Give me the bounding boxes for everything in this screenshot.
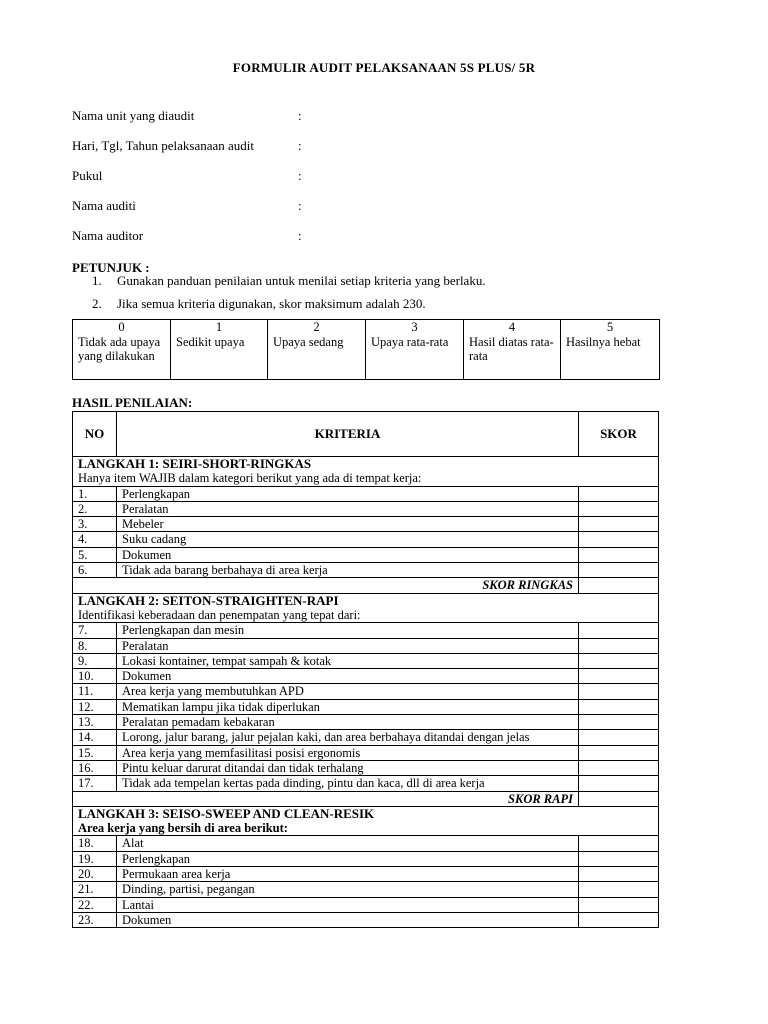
header-kriteria: KRITERIA xyxy=(117,412,579,457)
table-row xyxy=(73,547,659,562)
table-row xyxy=(73,897,659,912)
criteria-no: 17. xyxy=(73,776,117,791)
scale-label: Hasilnya hebat xyxy=(566,334,641,349)
criteria-text: Perlengkapan xyxy=(117,486,579,501)
criteria-score-cell[interactable] xyxy=(579,563,659,578)
criteria-score-cell[interactable] xyxy=(579,760,659,775)
table-row xyxy=(73,912,659,927)
table-row xyxy=(73,867,659,882)
criteria-text: Area kerja yang memfasilitasi posisi ergonomis xyxy=(117,745,579,760)
step-section-row xyxy=(73,806,659,836)
table-row xyxy=(73,684,659,699)
criteria-score-cell[interactable] xyxy=(579,638,659,653)
criteria-text: Lantai xyxy=(117,897,579,912)
step-subtitle: Area kerja yang bersih di area berikut: xyxy=(78,821,288,836)
table-row xyxy=(73,623,659,638)
criteria-no: 16. xyxy=(73,760,117,775)
criteria-header-row xyxy=(73,412,659,457)
skor-subtotal-label: SKOR RINGKAS xyxy=(73,578,579,593)
criteria-no: 6. xyxy=(73,563,117,578)
criteria-text: Mematikan lampu jika tidak diperlukan xyxy=(117,699,579,714)
skor-subtotal-row xyxy=(73,791,659,806)
step-section-row xyxy=(73,593,659,623)
scale-label: Hasil diatas rata-rata xyxy=(469,334,554,363)
criteria-no: 3. xyxy=(73,517,117,532)
scale-number: 4 xyxy=(508,320,516,334)
criteria-text: Pintu keluar darurat ditandai dan tidak terhalang xyxy=(117,760,579,775)
table-row xyxy=(73,760,659,775)
table-row xyxy=(73,669,659,684)
scale-cell-1 xyxy=(171,320,268,380)
step-section-cell xyxy=(73,593,659,623)
field-unit-colon: : xyxy=(298,108,302,123)
step-title: LANGKAH 2: SEITON-STRAIGHTEN-RAPI xyxy=(78,592,339,608)
scale-cell-3 xyxy=(366,320,464,380)
criteria-no: 8. xyxy=(73,638,117,653)
criteria-score-cell[interactable] xyxy=(579,882,659,897)
criteria-score-cell[interactable] xyxy=(579,501,659,516)
criteria-no: 13. xyxy=(73,715,117,730)
criteria-score-cell[interactable] xyxy=(579,745,659,760)
criteria-text: Dokumen xyxy=(117,669,579,684)
table-row xyxy=(73,745,659,760)
criteria-score-cell[interactable] xyxy=(579,836,659,851)
criteria-score-cell[interactable] xyxy=(579,684,659,699)
field-auditor-label: Nama auditor xyxy=(72,228,144,243)
criteria-score-cell[interactable] xyxy=(579,776,659,791)
scale-label: Tidak ada upaya yang dilakukan xyxy=(78,334,161,363)
skor-subtotal-label: SKOR RAPI xyxy=(73,791,579,806)
criteria-score-cell[interactable] xyxy=(579,730,659,745)
scale-number: 3 xyxy=(411,320,418,334)
table-row xyxy=(73,836,659,851)
criteria-score-cell[interactable] xyxy=(579,517,659,532)
criteria-table xyxy=(72,411,659,928)
skor-subtotal-cell[interactable] xyxy=(579,578,659,593)
criteria-no: 7. xyxy=(73,623,117,638)
criteria-text: Permukaan area kerja xyxy=(117,867,579,882)
table-row xyxy=(73,776,659,791)
criteria-text: Dokumen xyxy=(117,547,579,562)
step-section-cell xyxy=(73,806,659,836)
criteria-score-cell[interactable] xyxy=(579,547,659,562)
criteria-text: Lorong, jalur barang, jalur pejalan kaki, dan area berbahaya ditandai dengan jelas xyxy=(117,730,579,745)
step-title: LANGKAH 1: SEIRI-SHORT-RINGKAS xyxy=(78,456,312,471)
petunjuk-item-num: 1. xyxy=(92,273,102,288)
criteria-text: Mebeler xyxy=(117,517,579,532)
step-section-row xyxy=(73,457,659,487)
field-date-colon: : xyxy=(298,138,302,153)
petunjuk-item-text: Jika semua kriteria digunakan, skor maksimum adalah 230. xyxy=(117,296,426,311)
criteria-text: Perlengkapan xyxy=(117,851,579,866)
header-no: NO xyxy=(73,412,117,457)
petunjuk-title: PETUNJUK : xyxy=(72,260,150,275)
criteria-score-cell[interactable] xyxy=(579,486,659,501)
scale-number: 1 xyxy=(215,320,223,334)
field-auditee-colon: : xyxy=(298,198,302,213)
criteria-no: 1. xyxy=(73,486,117,501)
criteria-no: 23. xyxy=(73,912,117,927)
criteria-score-cell[interactable] xyxy=(579,897,659,912)
criteria-score-cell[interactable] xyxy=(579,851,659,866)
criteria-score-cell[interactable] xyxy=(579,532,659,547)
skor-subtotal-cell[interactable] xyxy=(579,791,659,806)
criteria-score-cell[interactable] xyxy=(579,623,659,638)
scale-cell-5 xyxy=(561,320,660,380)
scale-cell-2 xyxy=(268,320,366,380)
form-title: FORMULIR AUDIT PELAKSANAAN 5S PLUS/ 5R xyxy=(232,60,536,75)
header-skor: SKOR xyxy=(579,412,659,457)
field-auditor-colon: : xyxy=(298,228,302,243)
criteria-text: Dinding, partisi, pegangan xyxy=(117,882,579,897)
step-subtitle: Identifikasi keberadaan dan penempatan yang tepat dari: xyxy=(78,607,361,622)
criteria-text: Area kerja yang membutuhkan APD xyxy=(117,684,579,699)
table-row xyxy=(73,699,659,714)
criteria-no: 2. xyxy=(73,501,117,516)
criteria-text: Peralatan pemadam kebakaran xyxy=(117,715,579,730)
criteria-no: 21. xyxy=(73,882,117,897)
criteria-score-cell[interactable] xyxy=(579,912,659,927)
field-time-label: Pukul xyxy=(72,168,103,183)
scoring-scale-table xyxy=(72,319,660,380)
criteria-no: 11. xyxy=(73,684,117,699)
criteria-text: Alat xyxy=(117,836,579,851)
criteria-text: Suku cadang xyxy=(117,532,579,547)
criteria-score-cell[interactable] xyxy=(579,653,659,668)
scale-number: 0 xyxy=(118,320,125,334)
criteria-no: 9. xyxy=(73,653,117,668)
table-row xyxy=(73,653,659,668)
field-date-label: Hari, Tgl, Tahun pelaksanaan audit xyxy=(72,138,254,153)
step-subtitle: Hanya item WAJIB dalam kategori berikut yang ada di tempat kerja: xyxy=(78,471,422,486)
table-row xyxy=(73,501,659,516)
table-row xyxy=(73,638,659,653)
scale-label: Upaya rata-rata xyxy=(371,334,449,349)
criteria-no: 14. xyxy=(73,730,117,745)
criteria-score-cell[interactable] xyxy=(579,699,659,714)
table-row xyxy=(73,563,659,578)
table-row xyxy=(73,532,659,547)
step-section-cell xyxy=(73,457,659,487)
criteria-no: 22. xyxy=(73,897,117,912)
criteria-score-cell[interactable] xyxy=(579,867,659,882)
field-auditee-label: Nama auditi xyxy=(72,198,136,213)
petunjuk-item-num: 2. xyxy=(92,296,102,311)
table-row xyxy=(73,486,659,501)
criteria-text: Tidak ada tempelan kertas pada dinding, pintu dan kaca, dll di area kerja xyxy=(117,776,579,791)
table-row xyxy=(73,851,659,866)
field-unit-label: Nama unit yang diaudit xyxy=(72,108,195,123)
petunjuk-item xyxy=(92,273,486,289)
petunjuk-item xyxy=(92,296,426,312)
criteria-text: Tidak ada barang berbahaya di area kerja xyxy=(117,563,579,578)
table-row xyxy=(73,882,659,897)
table-row xyxy=(73,715,659,730)
criteria-no: 18. xyxy=(73,836,117,851)
scale-number: 5 xyxy=(606,320,614,334)
criteria-text: Peralatan xyxy=(117,501,579,516)
petunjuk-item-text: Gunakan panduan penilaian untuk menilai setiap kriteria yang berlaku. xyxy=(117,273,486,288)
scale-number: 2 xyxy=(313,320,320,334)
skor-subtotal-row xyxy=(73,578,659,593)
criteria-text: Dokumen xyxy=(117,912,579,927)
step-title: LANGKAH 3: SEISO-SWEEP AND CLEAN-RESIK xyxy=(78,805,375,821)
criteria-text: Perlengkapan dan mesin xyxy=(117,623,579,638)
criteria-text: Lokasi kontainer, tempat sampah & kotak xyxy=(117,653,579,668)
scale-label: Sedikit upaya xyxy=(176,334,245,349)
scale-cell-0 xyxy=(73,320,171,380)
criteria-text: Peralatan xyxy=(117,638,579,653)
scale-cell-4 xyxy=(464,320,561,380)
criteria-no: 10. xyxy=(73,669,117,684)
criteria-no: 12. xyxy=(73,699,117,714)
criteria-no: 20. xyxy=(73,867,117,882)
criteria-no: 15. xyxy=(73,745,117,760)
hasil-title: HASIL PENILAIAN: xyxy=(72,395,193,410)
scale-label: Upaya sedang xyxy=(273,334,344,349)
criteria-no: 19. xyxy=(73,851,117,866)
table-row xyxy=(73,730,659,745)
field-time-colon: : xyxy=(298,168,302,183)
criteria-no: 5. xyxy=(73,547,117,562)
criteria-score-cell[interactable] xyxy=(579,669,659,684)
criteria-no: 4. xyxy=(73,532,117,547)
criteria-score-cell[interactable] xyxy=(579,715,659,730)
table-row xyxy=(73,517,659,532)
